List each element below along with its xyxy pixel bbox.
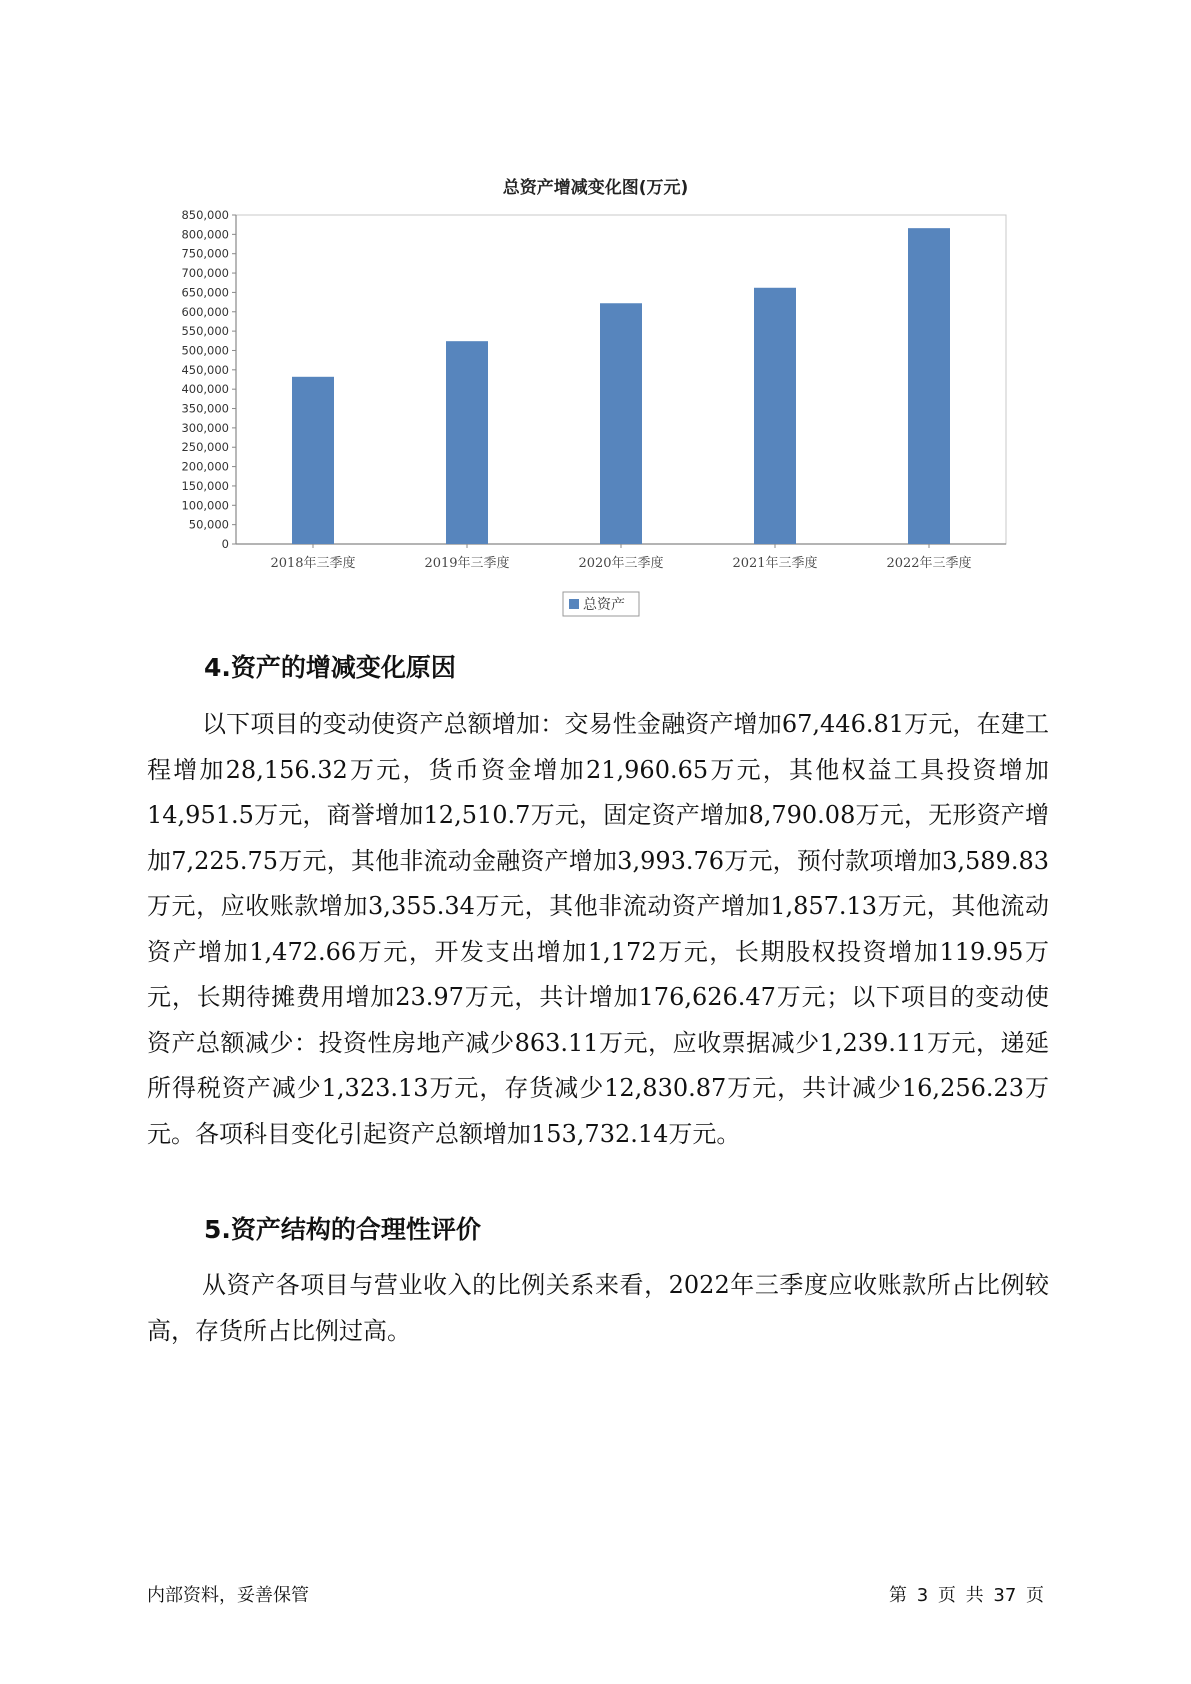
bar-4 [754, 288, 796, 544]
y-tick-label: 700,000 [181, 266, 229, 281]
x-tick-label: 2019年三季度 [424, 556, 510, 571]
y-tick-label: 850,000 [181, 208, 229, 222]
y-tick-label: 500,000 [181, 343, 229, 358]
y-tick-label: 0 [221, 537, 229, 551]
y-tick-label: 650,000 [181, 285, 229, 300]
y-tick-label: 300,000 [181, 420, 229, 435]
section-4-heading: 4.资产的增减变化原因 [204, 653, 456, 682]
x-tick-label: 2022年三季度 [886, 556, 972, 571]
bar-1 [292, 377, 334, 544]
y-tick-label: 150,000 [181, 478, 229, 493]
y-tick-label: 550,000 [181, 324, 229, 339]
y-tick-label: 350,000 [181, 401, 229, 416]
y-tick-label: 800,000 [181, 227, 229, 242]
y-tick-label: 600,000 [181, 304, 229, 319]
y-tick-label: 400,000 [181, 382, 229, 397]
footer-page-number: 第 3 页 共 37 页 [889, 1585, 1044, 1606]
legend-swatch [569, 599, 579, 609]
legend-label: 总资产 [583, 597, 625, 613]
section-5-heading: 5.资产结构的合理性评价 [204, 1215, 481, 1244]
y-tick-label: 450,000 [181, 362, 229, 377]
bar-3 [600, 303, 642, 544]
section-5-paragraph: 从资产各项目与营业收入的比例关系来看，2022年三季度应收账款所占比例较高，存货所占比例过高。 [147, 1271, 1049, 1345]
total-assets-bar-chart [0, 0, 1191, 640]
y-tick-labels [181, 208, 229, 551]
footer-confidential-note: 内部资料，妥善保管 [147, 1585, 309, 1606]
x-tick-label: 2020年三季度 [578, 556, 664, 571]
section-4-paragraph: 以下项目的变动使资产总额增加：交易性金融资产增加67,446.81万元，在建工程增加28,156.32万元，货币资金增加21,960.65万元，其他权益工具投资增加14,951.5万元，商誉增加12,510.7万元，固定资产增加8,790.08万元，无形资产增加7,225.75万元，其他非流动金融资产增加3,993.76万元，预付款项增加3,589.83万元，应收账款增加3,355.34万元，其他非流动资产增加1,857.13万元，其他流动资产增加1,472.66万元，开发支出增加1,172万元，长期股权投资增加119.95万元，长期待摊费用增加23.97万元，共计增加176,626.47万元；以下项目的变动使资产总额减少：投资性房地产减少863.11万元，应收票据减少1,239.11万元，递延所得税资产减少1,323.13万元，存货减少12,830.87万元，共计减少16,256.23万元。各项科目变化引起资产总额增加153,732.14万元。 [147, 710, 1049, 1148]
x-tick-labels [270, 555, 971, 571]
bar-2 [446, 341, 488, 544]
x-tick-label: 2018年三季度 [270, 556, 356, 571]
chart-legend [563, 592, 639, 616]
x-tick-label: 2021年三季度 [732, 556, 818, 571]
chart-title: 总资产增减变化图(万元) [502, 178, 689, 198]
y-tick-label: 750,000 [181, 246, 229, 261]
y-tick-label: 200,000 [181, 459, 229, 474]
y-tick-label: 100,000 [181, 498, 229, 513]
y-tick-label: 50,000 [188, 517, 229, 532]
y-tick-label: 250,000 [181, 440, 229, 455]
bar-5 [908, 228, 950, 544]
